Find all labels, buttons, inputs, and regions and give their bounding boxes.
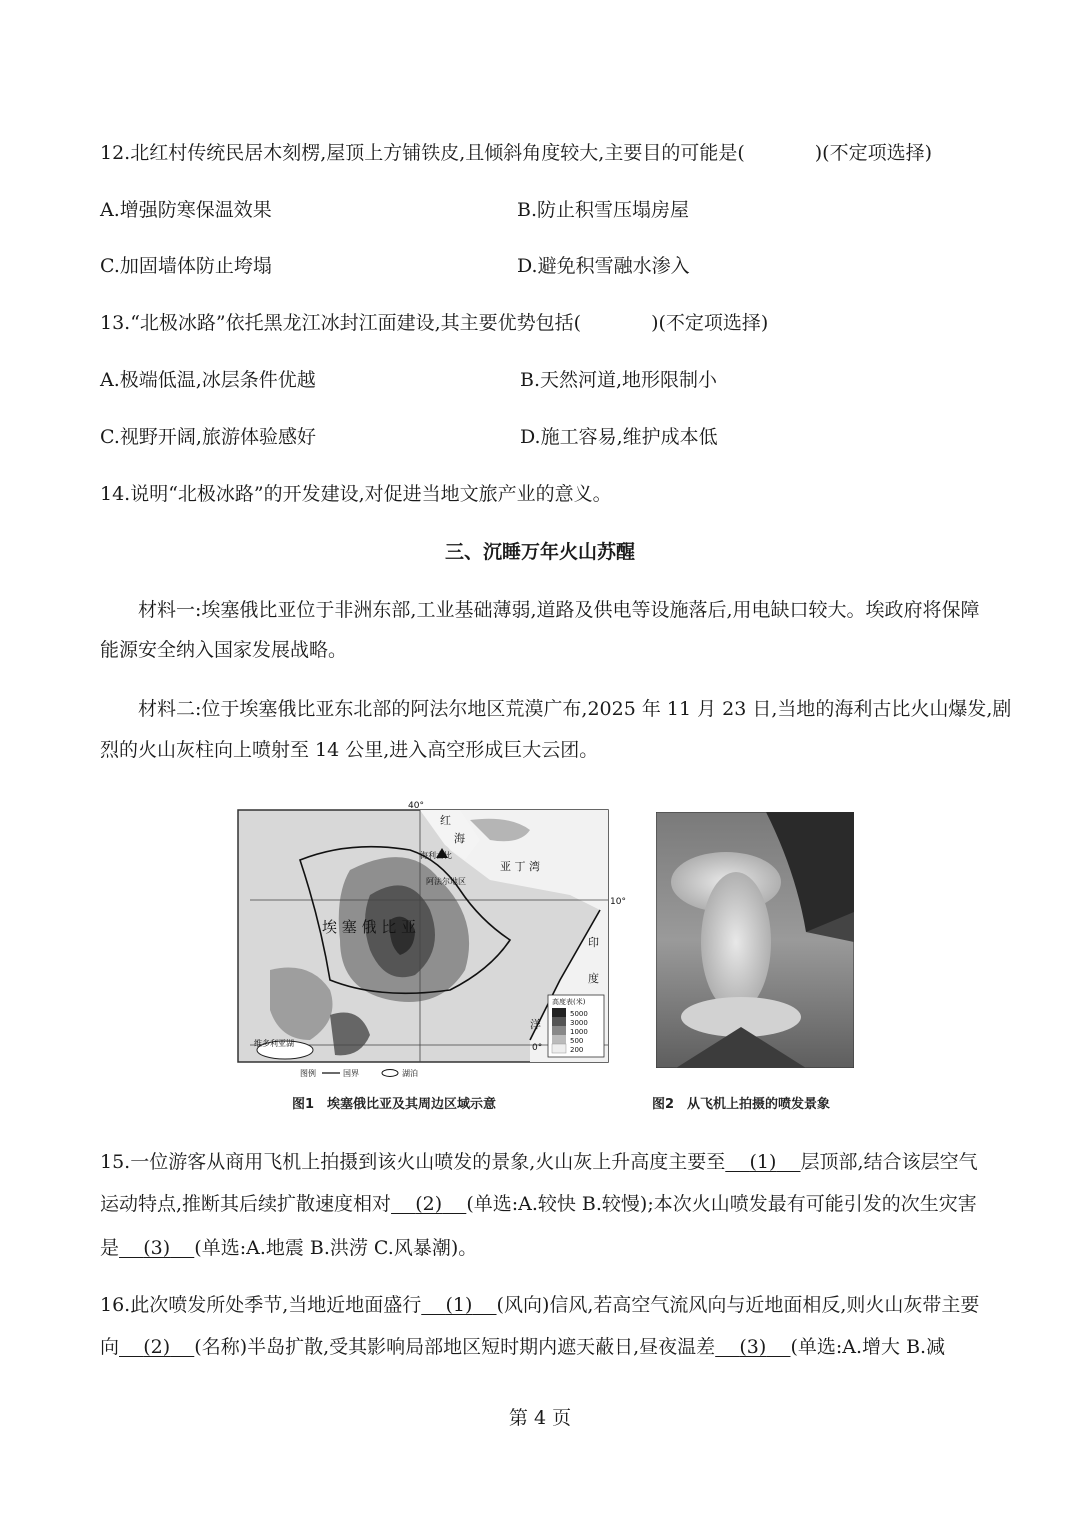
legend-value-5000: 5000 — [570, 1010, 588, 1018]
legend-prefix: 图例 — [300, 1069, 316, 1078]
q12-stem — [100, 140, 932, 166]
country-label: 埃 塞 俄 比 亚 — [322, 918, 417, 936]
q16-line2-text-c: (单选:A.增大 B.减 — [790, 1336, 946, 1358]
q12-stem-end: )(不定项选择) — [814, 142, 932, 164]
figure1-caption: 图1 埃塞俄比亚及其周边区域示意 — [292, 1097, 497, 1112]
legend-swatch-1000 — [552, 1026, 566, 1035]
q15-line2 — [100, 1191, 977, 1217]
indian-ocean-label-1: 印 — [588, 936, 599, 949]
q16-blank-3-label: (3) — [739, 1336, 767, 1358]
q12-option-a: A.增强防寒保温效果 — [100, 199, 272, 221]
material1-line2: 能源安全纳入国家发展战略。 — [100, 639, 348, 661]
figure1-map — [230, 800, 630, 1080]
legend-value-1000: 1000 — [570, 1028, 588, 1036]
q16-line1-text-a: 16.此次喷发所处季节,当地近地面盛行 — [100, 1294, 422, 1316]
legend-title: 高度表(米) — [552, 998, 586, 1006]
q15-line3 — [100, 1235, 477, 1261]
indian-ocean-label-3: 洋 — [530, 1018, 541, 1031]
legend-swatch-500 — [552, 1035, 566, 1044]
q13-option-d: D.施工容易,维护成本低 — [520, 426, 718, 448]
lake-label: 维多利亚湖 — [254, 1039, 294, 1048]
gulf-label: 亚 丁 湾 — [500, 860, 540, 873]
q15-line1-text-b: 层顶部,结合该层空气 — [800, 1151, 978, 1173]
q16-blank-1-label: (1) — [445, 1294, 473, 1316]
q13-stem-end: )(不定项选择) — [651, 312, 769, 334]
legend-border-label: 国界 — [343, 1069, 359, 1078]
q16-blank-2-label: (2) — [143, 1336, 171, 1358]
q15-line2-text-b: (单选:A.较快 B.较慢);本次火山喷发最有可能引发的次生灾害 — [466, 1193, 977, 1215]
q16-blank-3[interactable] — [715, 1336, 790, 1358]
legend-value-3000: 3000 — [570, 1019, 588, 1027]
material1-line1: 材料一:埃塞俄比亚位于非洲东部,工业基础薄弱,道路及供电等设施落后,用电缺口较大。埃政府将保障 — [138, 599, 980, 621]
legend-lake-symbol — [382, 1070, 398, 1077]
legend-lake-label: 湖泊 — [402, 1069, 418, 1078]
q16-blank-1[interactable] — [421, 1294, 496, 1316]
q13-stem-text: 13.“北极冰路”依托黑龙江冰封江面建设,其主要优势包括( — [100, 312, 582, 334]
legend-swatch-3000 — [552, 1017, 566, 1026]
lat40-label: 40° — [408, 801, 424, 811]
lat10-label: 10° — [610, 897, 626, 907]
q15-line1 — [100, 1149, 978, 1175]
q12-stem-text: 12.北红村传统民居木刻楞,屋顶上方铺铁皮,且倾斜角度较大,主要目的可能是( — [100, 142, 745, 164]
q15-line2-text-a: 运动特点,推断其后续扩散速度相对 — [100, 1193, 392, 1215]
q15-blank-3-label: (3) — [143, 1237, 171, 1259]
afar-label: 阿法尔地区 — [426, 877, 466, 886]
q13-option-a: A.极端低温,冰层条件优越 — [100, 369, 316, 391]
q16-line2-text-a: 向 — [100, 1336, 120, 1358]
q12-option-c: C.加固墙体防止垮塌 — [100, 255, 272, 277]
q16-line2 — [100, 1334, 945, 1360]
q12-option-b: B.防止积雪压塌房屋 — [517, 199, 690, 221]
ash-column — [701, 872, 771, 1012]
q15-blank-3[interactable] — [119, 1237, 194, 1259]
q15-line1-text-a: 15.一位游客从商用飞机上拍摄到该火山喷发的景象,火山灰上升高度主要至 — [100, 1151, 726, 1173]
q15-blank-2-label: (2) — [415, 1193, 443, 1215]
lat0-label: 0° — [532, 1043, 543, 1053]
q16-line2-text-b: (名称)半岛扩散,受其影响局部地区短时期内遮天蔽日,昼夜温差 — [194, 1336, 716, 1358]
figure2-caption: 图2 从飞机上拍摄的喷发景象 — [652, 1097, 831, 1112]
q13-option-c: C.视野开阔,旅游体验感好 — [100, 426, 316, 448]
q14-text: 14.说明“北极冰路”的开发建设,对促进当地文旅产业的意义。 — [100, 483, 612, 505]
q13-stem — [100, 310, 768, 336]
legend-value-200: 200 — [570, 1046, 584, 1054]
q16-line1 — [100, 1292, 979, 1318]
q15-line3-text-b: (单选:A.地震 B.洪涝 C.风暴潮)。 — [194, 1237, 478, 1259]
figure2-photo — [656, 812, 854, 1068]
q15-line3-text-a: 是 — [100, 1237, 120, 1259]
q15-blank-1-label: (1) — [749, 1151, 777, 1173]
q13-option-b: B.天然河道,地形限制小 — [520, 369, 718, 391]
legend-value-500: 500 — [570, 1037, 584, 1045]
q16-line1-text-b: (风向)信风,若高空气流风向与近地面相反,则火山灰带主要 — [496, 1294, 980, 1316]
red-sea-label-1: 红 — [440, 814, 451, 827]
q15-blank-2[interactable] — [391, 1193, 466, 1215]
q15-blank-1[interactable] — [725, 1151, 800, 1173]
red-sea-label-2: 海 — [454, 832, 465, 845]
legend-swatch-200 — [552, 1044, 566, 1053]
legend-swatch-5000 — [552, 1008, 566, 1017]
material2-line1: 材料二:位于埃塞俄比亚东北部的阿法尔地区荒漠广布,2025 年 11 月 23 日,当地的海利古比火山爆发,剧 — [138, 698, 1012, 720]
volcano-label: 海利古比 — [420, 851, 452, 860]
q16-blank-2[interactable] — [119, 1336, 194, 1358]
material2-line2: 烈的火山灰柱向上喷射至 14 公里,进入高空形成巨大云团。 — [100, 739, 599, 761]
page-number: 第 4 页 — [508, 1407, 572, 1429]
indian-ocean-label-2: 度 — [588, 972, 599, 985]
q12-option-d: D.避免积雪融水渗入 — [517, 255, 690, 277]
section-title: 三、沉睡万年火山苏醒 — [444, 541, 635, 563]
